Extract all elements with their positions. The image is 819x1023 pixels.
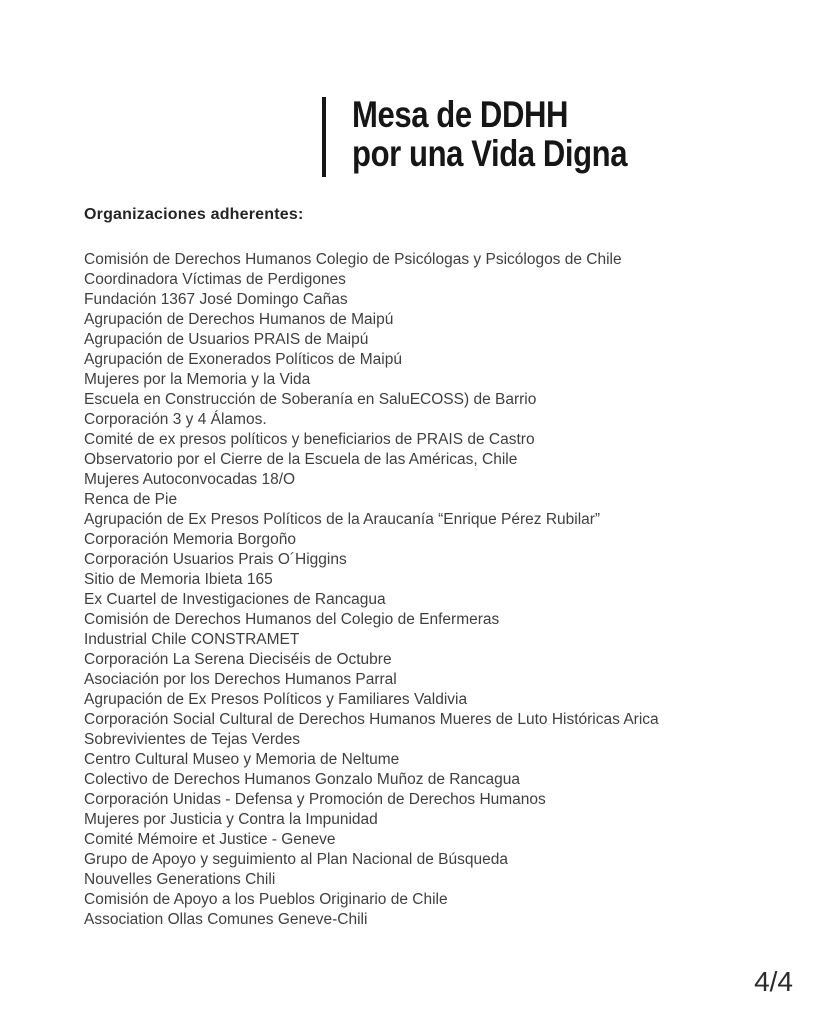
organization-item: Coordinadora Víctimas de Perdigones xyxy=(84,271,346,288)
organization-item: Agrupación de Usuarios PRAIS de Maipú xyxy=(84,331,369,348)
organization-item: Corporación La Serena Dieciséis de Octubre xyxy=(84,651,392,668)
organization-item: Agrupación de Ex Presos Políticos de la Araucanía “Enrique Pérez Rubilar” xyxy=(84,511,601,528)
organization-item: Ex Cuartel de Investigaciones de Rancagua xyxy=(84,591,386,608)
organization-item: Centro Cultural Museo y Memoria de Neltume xyxy=(84,751,400,768)
organization-item: Colectivo de Derechos Humanos Gonzalo Muñoz de Rancagua xyxy=(84,771,520,788)
organization-item: Corporación Social Cultural de Derechos Humanos Mueres de Luto Históricas Arica xyxy=(84,711,659,728)
organization-item: Corporación Unidas - Defensa y Promoción de Derechos Humanos xyxy=(84,791,546,808)
page-number: 4/4 xyxy=(754,966,793,997)
organization-item: Agrupación de Exonerados Políticos de Maipú xyxy=(84,351,402,368)
organization-item: Comisión de Derechos Humanos del Colegio de Enfermeras xyxy=(84,611,500,628)
organization-item: Corporación 3 y 4 Álamos. xyxy=(84,411,267,428)
organization-item: Escuela en Construcción de Soberanía en SaluECOSS) de Barrio xyxy=(84,391,537,408)
organization-item: Mujeres Autoconvocadas 18/O xyxy=(84,471,296,488)
organization-item: Agrupación de Derechos Humanos de Maipú xyxy=(84,311,394,328)
organization-item: Fundación 1367 José Domingo Cañas xyxy=(84,291,348,308)
organization-item: Comisión de Apoyo a los Pueblos Originario de Chile xyxy=(84,891,448,908)
organizations-list xyxy=(84,250,659,930)
logo-line1: Mesa de DDHH xyxy=(352,94,569,135)
organization-item: Comité Mémoire et Justice - Geneve xyxy=(84,831,336,848)
organization-item: Industrial Chile CONSTRAMET xyxy=(84,631,300,648)
organization-item: Sobrevivientes de Tejas Verdes xyxy=(84,731,300,748)
organization-item: Agrupación de Ex Presos Políticos y Familiares Valdivia xyxy=(84,691,468,708)
organization-item: Corporación Memoria Borgoño xyxy=(84,531,296,548)
organization-item: Corporación Usuarios Prais O´Higgins xyxy=(84,551,347,568)
organization-item: Association Ollas Comunes Geneve-Chili xyxy=(84,911,368,928)
logo-text xyxy=(352,95,627,177)
organization-item: Observatorio por el Cierre de la Escuela de las Américas, Chile xyxy=(84,451,518,468)
organization-item: Mujeres por la Memoria y la Vida xyxy=(84,371,311,388)
organization-item: Mujeres por Justicia y Contra la Impunidad xyxy=(84,811,378,828)
organization-item: Asociación por los Derechos Humanos Parral xyxy=(84,671,397,688)
logo-bar-icon xyxy=(322,97,326,177)
logo xyxy=(322,95,679,177)
logo-line2: por una Vida Digna xyxy=(352,133,628,174)
organization-item: Renca de Pie xyxy=(84,491,178,508)
organization-item: Nouvelles Generations Chili xyxy=(84,871,276,888)
organization-item: Comité de ex presos políticos y beneficiarios de PRAIS de Castro xyxy=(84,431,535,448)
organization-item: Comisión de Derechos Humanos Colegio de Psicólogas y Psicólogos de Chile xyxy=(84,251,622,268)
organization-item: Grupo de Apoyo y seguimiento al Plan Nacional de Búsqueda xyxy=(84,851,508,868)
section-heading: Organizaciones adherentes: xyxy=(84,206,304,223)
organization-item: Sitio de Memoria Ibieta 165 xyxy=(84,571,273,588)
